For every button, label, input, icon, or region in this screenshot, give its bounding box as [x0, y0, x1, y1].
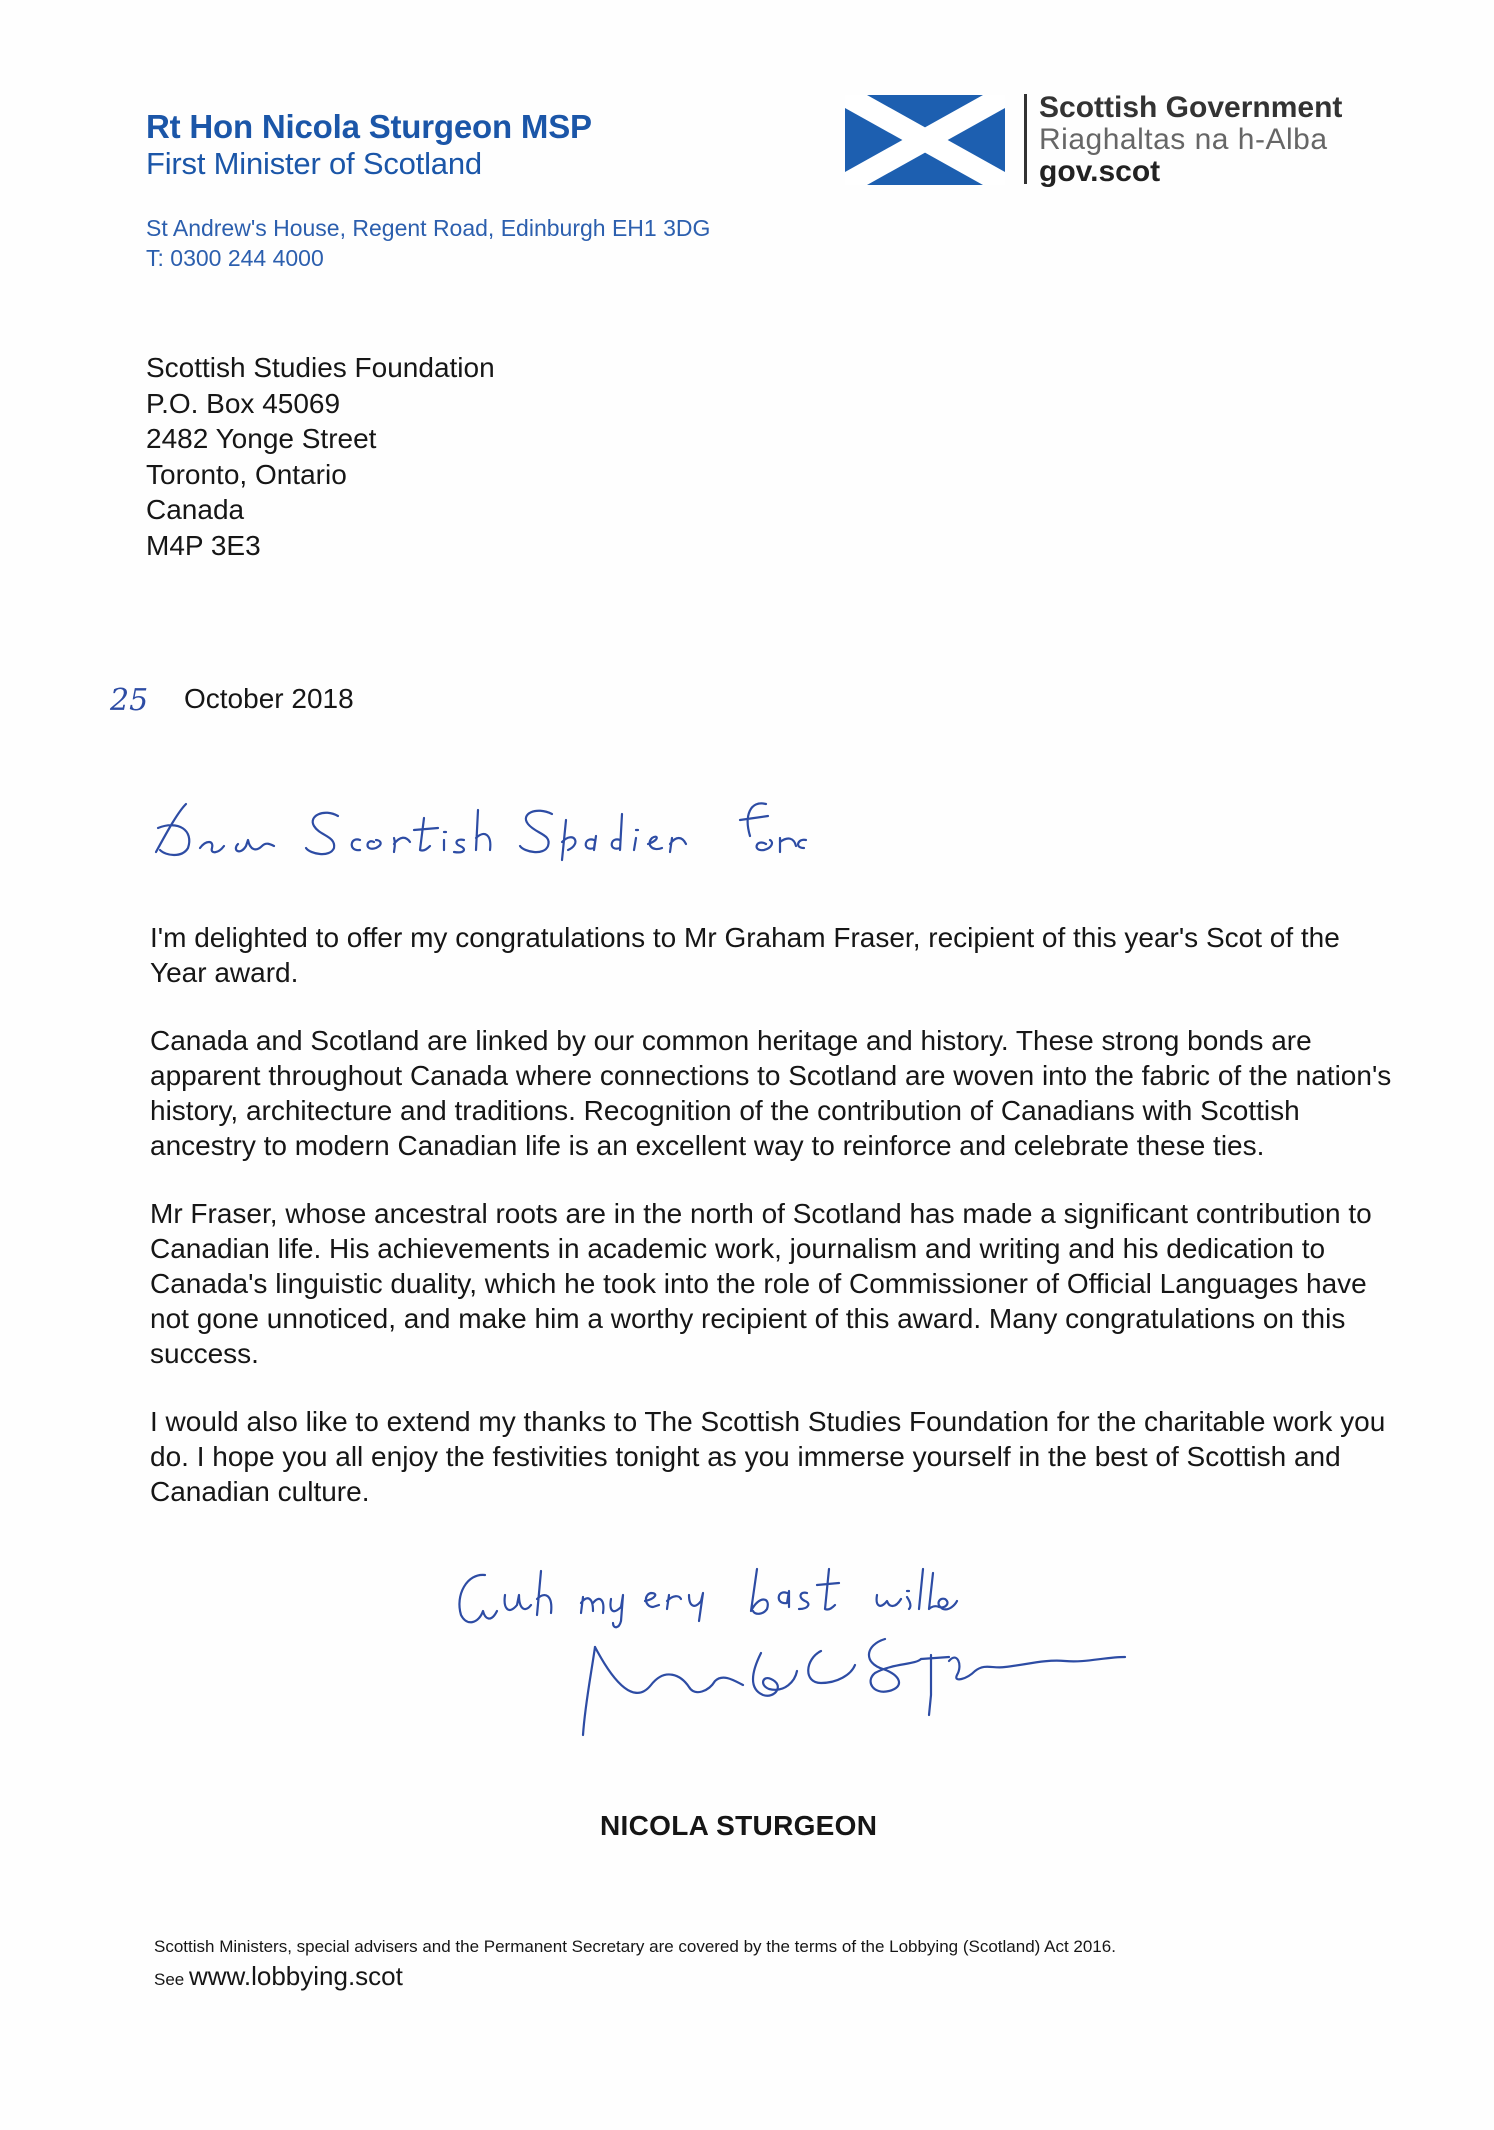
handwritten-salutation [148, 790, 808, 870]
footer [154, 1935, 1116, 1997]
footer-lobbying-link[interactable]: www.lobbying.scot [188, 1961, 403, 1991]
footer-lobbying-text: Scottish Ministers, special advisers and the Permanent Secretary are covered by the terms of the Lobbying (Scotland) Act 2016. [154, 1937, 1116, 1956]
body-paragraph: Mr Fraser, whose ancestral roots are in the north of Scotland has made a significant contribution to Canadian life. His achievements in academic work, journalism and writing and his dedication to Canada's linguistic duality, which he took into the role of Commissioner of Official Languages have not gone unnoticed, and make him a worthy recipient of this award. Many congratulations on this success. [150, 1198, 1372, 1369]
recipient-line: Canada [146, 494, 245, 525]
logo-text [1039, 92, 1342, 188]
date-month-year: October 2018 [184, 683, 354, 714]
sender-address: St Andrew's House, Regent Road, Edinburgh EH1 3DG [146, 215, 711, 241]
sender-address-block [146, 213, 710, 273]
sender-role: First Minister of Scotland [146, 146, 482, 181]
letter-date [110, 683, 354, 718]
footer-see-label: See [154, 1970, 185, 1989]
recipient-line: Toronto, Ontario [146, 458, 347, 490]
footer-see-line [154, 1959, 1116, 1997]
logo-divider [1024, 94, 1027, 184]
logo-line-url: gov.scot [1039, 155, 1161, 188]
saltire-flag-icon [845, 95, 1005, 185]
sender-phone: T: 0300 244 4000 [146, 245, 324, 271]
handwritten-closing-and-signature [445, 1555, 1185, 1745]
letter-body [150, 920, 1400, 1542]
body-paragraph: Canada and Scotland are linked by our common heritage and history. These strong bonds are apparent throughout Canada where connections to Scotland are woven into the fabric of the nation's history, architecture and traditions. Recognition of the contribution of Canadians with Scottish ancestry to modern Canadian life is an excellent way to reinforce and celebrate these ties. [150, 1025, 1392, 1161]
date-day-handwritten: 25 [110, 683, 149, 718]
sender-name: Rt Hon Nicola Sturgeon MSP [146, 108, 592, 145]
body-paragraph: I would also like to extend my thanks to The Scottish Studies Foundation for the charitable work you do. I hope you all enjoy the festivities tonight as you immerse yourself in the best of Scottish and Canadian culture. [150, 1406, 1386, 1507]
logo-line-english: Scottish Government [1039, 91, 1343, 124]
recipient-line: P.O. Box 45069 [146, 387, 341, 419]
sender-block [146, 108, 592, 182]
scottish-government-logo [845, 92, 1400, 192]
recipient-line: 2482 Yonge Street [146, 423, 377, 454]
logo-line-gaelic: Riaghaltas na h-Alba [1039, 123, 1328, 156]
signatory-name: NICOLA STURGEON [600, 1810, 878, 1841]
recipient-line: Scottish Studies Foundation [146, 352, 495, 383]
recipient-line: M4P 3E3 [146, 529, 261, 561]
recipient-address [146, 350, 495, 563]
body-paragraph: I'm delighted to offer my congratulations to Mr Graham Fraser, recipient of this year's Scot of the Year award. [150, 922, 1340, 988]
